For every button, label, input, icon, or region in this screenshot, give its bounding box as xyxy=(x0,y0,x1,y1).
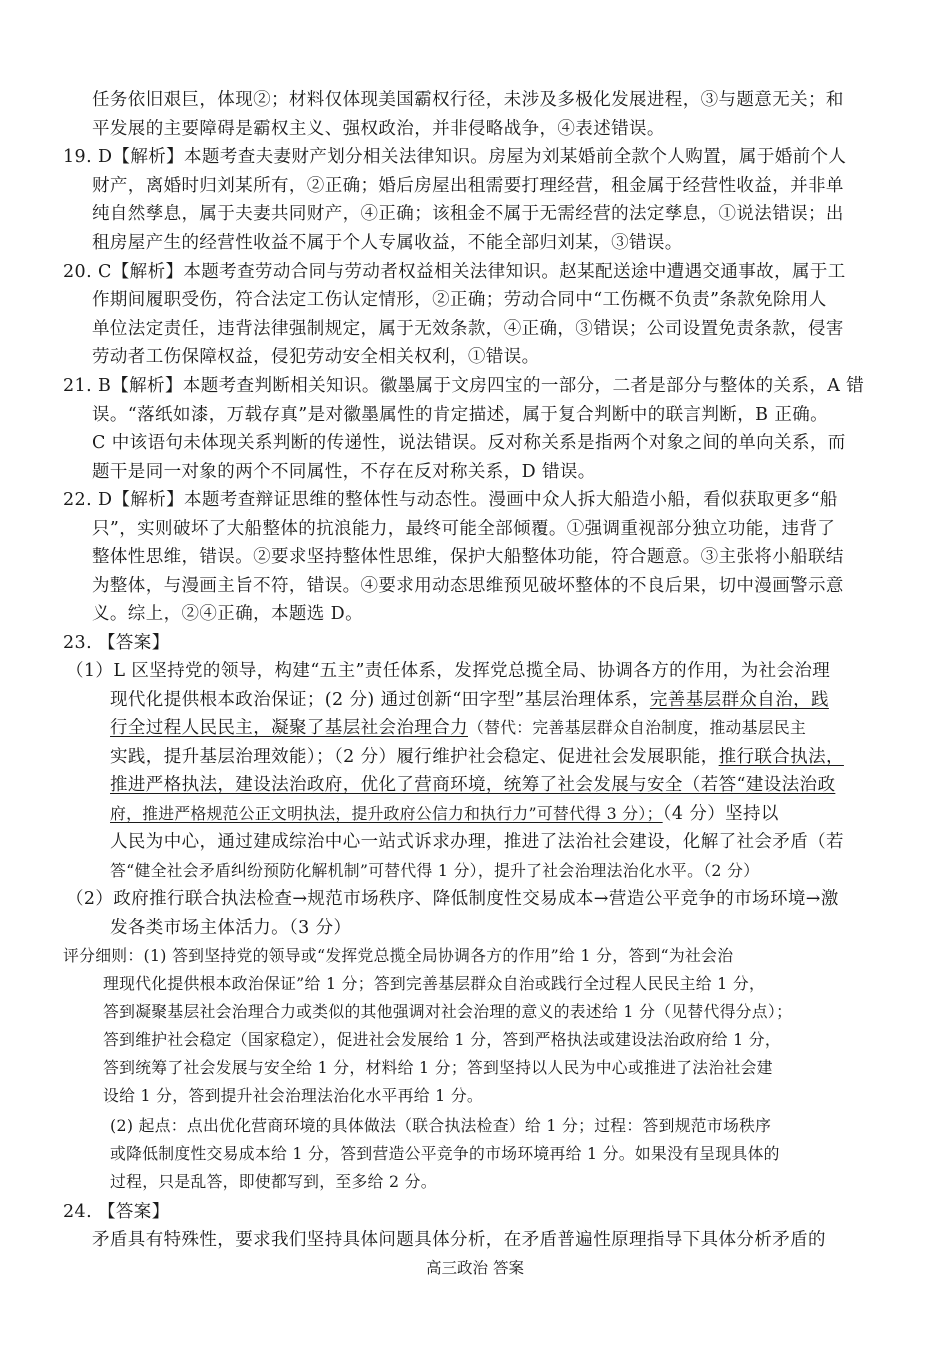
answer-22-line: 只”，实则破坏了大船整体的抗浪能力，最终可能全部倾覆。①强调重视部分独立功能，违背了 xyxy=(92,519,836,539)
answer-21-line: 误。“落纸如漆，万载存真”是对徽墨属性的肯定描述，属于复合判断中的联言判断，B 正确。 xyxy=(92,405,829,425)
answer-23-text: （4 分）坚持以 xyxy=(662,804,779,824)
rubric-line: 答到凝聚基层社会治理合力或类似的其他强调对社会治理的意义的表述给 1 分（见替代得分点）； xyxy=(103,1002,793,1021)
answer-21-line: 21. B【解析】本题考查判断相关知识。徽墨属于文房四宝的一部分，二者是部分与整体的关系，A 错 xyxy=(63,376,865,396)
rubric-line: (2) 起点：点出优化营商环境的具体做法（联合执法检查）给 1 分；过程：答到规范市场秩序 xyxy=(110,1116,772,1135)
answer-23-part1-line xyxy=(110,800,779,828)
continuation-line-1: 任务依旧艰巨，体现②；材料仅体现美国霸权行径，未涉及多极化发展进程，③与题意无关；和 xyxy=(92,90,844,110)
answer-23-part2-line: 发各类市场主体活力。（3 分） xyxy=(110,918,352,938)
answer-23-text: 实践，提升基层治理效能）；（2 分）履行维护社会稳定、促进社会发展职能， xyxy=(110,747,719,767)
answer-23-part1-line: （1）L 区坚持党的领导，构建“五主”责任体系，发挥党总揽全局、协调各方的作用，为社会治理 xyxy=(66,661,831,681)
rubric-line: 答到维护社会稳定（国家稳定），促进社会发展给 1 分，答到严格执法或建设法治政府给 1 分， xyxy=(103,1030,781,1049)
page-footer: 高三政治 答案 xyxy=(426,1259,524,1277)
rubric-line: 理现代化提供根本政治保证”给 1 分；答到完善基层群众自治或践行全过程人民民主给 1 分， xyxy=(103,974,766,993)
answer-21-line: C 中该语句未体现关系判断的传递性，说法错误。反对称关系是指两个对象之间的单向关系，而 xyxy=(92,433,846,453)
answer-21-line: 题干是同一对象的两个不同属性，不存在反对称关系，D 错误。 xyxy=(92,462,596,482)
rubric-line: 答到统筹了社会发展与安全给 1 分，材料给 1 分；答到坚持以人民为中心或推进了法治社会建 xyxy=(103,1058,773,1077)
answer-23-header: 23. 【答案】 xyxy=(63,633,170,653)
answer-24-header: 24. 【答案】 xyxy=(63,1202,170,1222)
answer-22-line: 整体性思维，错误。②要求坚持整体性思维，保护大船整体功能，符合题意。③主张将小船联结 xyxy=(92,547,844,567)
answer-23-part1-line: 推进严格执法，建设法治政府，优化了营商环境，统筹了社会发展与安全（若答“建设法治政 xyxy=(110,775,836,795)
continuation-line-2: 平发展的主要障碍是霸权主义、强权政治，并非侵略战争，④表述错误。 xyxy=(92,119,665,139)
answer-23-text: 现代化提供根本政治保证；(2 分) 通过创新“田字型”基层治理体系， xyxy=(110,690,650,710)
rubric-line: 评分细则：(1) 答到坚持党的领导或“发挥党总揽全局协调各方的作用”给 1 分，答到“为社会治 xyxy=(63,946,734,965)
answer-23-part1-line xyxy=(110,714,806,742)
answer-19-line: 纯自然孳息，属于夫妻共同财产，④正确；该租金不属于无需经营的法定孳息，①说法错误；出 xyxy=(92,204,844,224)
answer-19-line: 财产，离婚时归刘某所有，②正确；婚后房屋出租需要打理经营，租金属于经营性收益，并非单 xyxy=(92,176,844,196)
answer-23-part1-line xyxy=(110,686,829,714)
answer-23-underlined: 完善基层群众自治，践 xyxy=(649,690,829,710)
answer-19-line: 租房屋产生的经营性收益不属于个人专属收益，不能全部归刘某，③错误。 xyxy=(92,233,683,253)
answer-19-line: 19. D【解析】本题考查夫妻财产划分相关法律知识。房屋为刘某婚前全款个人购置，属于婚前个人 xyxy=(63,147,847,167)
answer-22-line: 22. D【解析】本题考查辩证思维的整体性与动态性。漫画中众人拆大船造小船，看似获取更多“船 xyxy=(63,490,838,510)
answer-23-part2-line: （2）政府推行联合执法检查→规范市场秩序、降低制度性交易成本→营造公平竞争的市场环境→激 xyxy=(66,889,839,909)
rubric-line: 过程，只是乱答，即使都写到，至多给 2 分。 xyxy=(110,1172,437,1191)
answer-20-line: 单位法定责任，违背法律强制规定，属于无效条款，④正确，③错误；公司设置免责条款，侵害 xyxy=(92,319,844,339)
answer-24-line: 矛盾具有特殊性，要求我们坚持具体问题具体分析，在矛盾普遍性原理指导下具体分析矛盾的 xyxy=(92,1230,826,1250)
answer-23-underlined: 行全过程人民民主，凝聚了基层社会治理合力 xyxy=(110,718,468,738)
answer-22-line: 为整体，与漫画主旨不符，错误。④要求用动态思维预见破坏整体的不良后果，切中漫画警示意 xyxy=(92,576,844,596)
answer-23-alt-note: （替代：完善基层群众自治制度，推动基层民主 xyxy=(468,718,807,737)
answer-20-line: 作期间履职受伤，符合法定工伤认定情形，②正确；劳动合同中“工伤概不负责”条款免除用人 xyxy=(92,290,827,310)
answer-23-part1-line: 人民为中心，通过建成综治中心一站式诉求办理，推进了法治社会建设，化解了社会矛盾（若 xyxy=(110,832,844,852)
rubric-line: 设给 1 分，答到提升社会治理法治化水平再给 1 分。 xyxy=(103,1086,484,1105)
answer-23-underlined: 推行联合执法， xyxy=(718,747,844,767)
answer-22-line: 义。综上，②④正确，本题选 D。 xyxy=(92,604,363,624)
answer-20-line: 劳动者工伤保障权益，侵犯劳动安全相关权利，①错误。 xyxy=(92,347,540,367)
answer-23-part1-line: 答“健全社会矛盾纠纷预防化解机制”可替代得 1 分），提升了社会治理法治化水平。（2 分） xyxy=(110,861,760,880)
answer-20-line: 20. C【解析】本题考查劳动合同与劳动者权益相关法律知识。赵某配送途中遭遇交通事故，属于工 xyxy=(63,262,846,282)
answer-23-part1-line xyxy=(110,743,844,771)
rubric-line: 或降低制度性交易成本给 1 分，答到营造公平竞争的市场环境再给 1 分。如果没有呈现具体的 xyxy=(110,1144,780,1163)
answer-23-underlined: 府，推进严格规范公正文明执法，提升政府公信力和执行力”可替代得 3 分）； xyxy=(110,804,663,823)
